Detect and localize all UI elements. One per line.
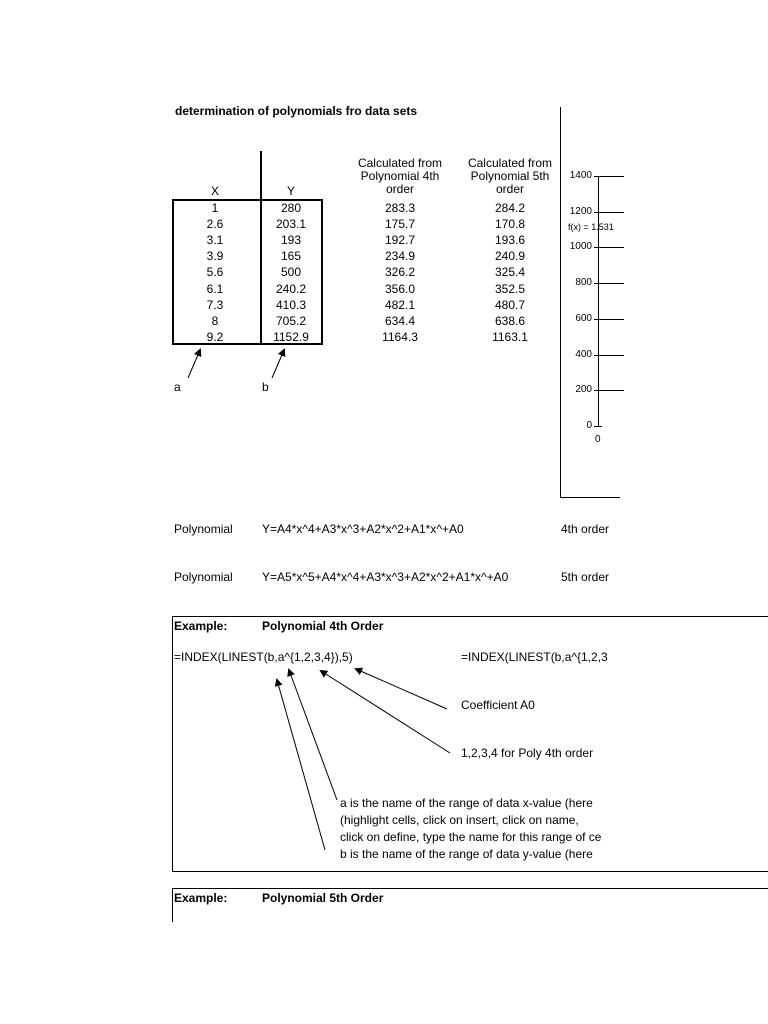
header-poly5-line3: order (495, 182, 524, 196)
table-cell-p5: 240.9 (494, 249, 526, 264)
x-tick-label: 0 (595, 434, 601, 445)
table-cell-x: 3.9 (206, 249, 224, 264)
header-x: X (210, 184, 219, 198)
header-poly4-line2: Polynomial 4th (360, 169, 440, 183)
table-cell-p4: 356.0 (384, 281, 416, 296)
y-tick-mark (594, 426, 602, 427)
y-tick-label: 1200 (569, 205, 592, 217)
table-cell-p5: 325.4 (494, 265, 526, 280)
example5-left-border (172, 888, 173, 922)
note-coefficient: Coefficient A0 (461, 698, 535, 712)
polynomial-order: 5th order (561, 570, 610, 584)
note-order: 1,2,3,4 for Poly 4th order (461, 746, 594, 760)
header-poly5-line2: Polynomial 5th (470, 169, 550, 183)
table-cell-p4: 192.7 (384, 233, 416, 248)
table-cell-p4: 283.3 (384, 201, 416, 215)
y-tick-mark (594, 247, 624, 248)
polynomial-formula: Y=A5*x^5+A4*x^4+A3*x^3+A2*x^2+A1*x^+A0 (262, 570, 509, 584)
header-poly5-line1: Calculated from (467, 156, 553, 170)
box-bottom-border (172, 871, 768, 872)
y-tick-label: 400 (575, 348, 592, 360)
table-cell-x: 3.1 (206, 233, 224, 248)
table-cell-x: 2.6 (206, 217, 224, 232)
table-cell-p4: 634.4 (384, 313, 416, 328)
table-cell-y: 410.3 (275, 297, 307, 312)
chart-area (560, 107, 768, 499)
y-tick-label: 1000 (569, 241, 592, 253)
example5-label: Example: (174, 891, 228, 905)
table-cell-y: 280 (280, 201, 302, 215)
table-cell-p4: 1164.3 (382, 329, 418, 344)
table-cell-p5: 480.7 (494, 297, 526, 312)
y-tick-mark (594, 355, 624, 356)
box-left-border (172, 616, 173, 872)
table-cell-y: 193 (280, 233, 302, 248)
table-cell-p5: 284.2 (494, 201, 526, 215)
table-cell-x: 1 (211, 201, 219, 215)
table-cell-p5: 193.6 (494, 233, 526, 248)
example5-top-border (172, 888, 768, 889)
chart-border-left (560, 107, 561, 498)
arrow-to-a (289, 670, 337, 800)
y-tick-label: 200 (575, 384, 592, 396)
polynomial-order: 4th order (561, 522, 610, 536)
table-cell-p5: 170.8 (494, 217, 526, 232)
polynomial-formula: Y=A4*x^4+A3*x^3+A2*x^2+A1*x^+A0 (262, 522, 464, 536)
table-cell-p4: 234.9 (384, 249, 416, 264)
arrow-to-order (321, 671, 450, 753)
note-line: click on define, type the name for this range of ce (340, 830, 602, 844)
table-cell-x: 6.1 (206, 281, 224, 296)
y-tick-mark (594, 390, 624, 391)
table-cell-x: 9.2 (206, 329, 224, 344)
y-tick-label: 1400 (569, 170, 592, 181)
table-cell-y: 165 (280, 249, 302, 264)
header-poly4-line3: order (385, 182, 414, 196)
table-right-border (321, 199, 323, 345)
y-tick-mark (594, 212, 624, 213)
arrow-to-y-column (272, 350, 284, 378)
y-tick-label: 800 (575, 277, 592, 289)
table-cell-p5: 1163.1 (492, 329, 528, 344)
label-b: b (262, 380, 269, 394)
y-tick-mark (594, 283, 624, 284)
table-cell-p4: 482.1 (384, 297, 416, 312)
table-cell-x: 7.3 (206, 297, 224, 312)
polynomial-label: Polynomial (174, 570, 233, 584)
y-tick-label: 0 (586, 420, 592, 431)
table-cell-p4: 175.7 (384, 217, 416, 232)
table-cell-y: 240.2 (275, 281, 307, 296)
box-top-border (172, 616, 768, 617)
table-cell-x: 8 (211, 313, 219, 328)
trendline-equation: f(x) = 1.531 (568, 222, 614, 232)
table-left-border (172, 199, 174, 345)
polynomial-label: Polynomial (174, 522, 233, 536)
page-title: determination of polynomials fro data sets (175, 104, 418, 118)
example4-formula-right: =INDEX(LINEST(b,a^{1,2,3 (461, 650, 608, 664)
label-a: a (174, 380, 181, 394)
chart-border-bottom (560, 497, 620, 498)
header-y: Y (286, 184, 295, 198)
example5-heading: Polynomial 5th Order (262, 891, 384, 905)
y-tick-label: 600 (575, 312, 592, 324)
column-divider (260, 151, 262, 344)
table-cell-y: 1152.9 (273, 329, 309, 344)
table-cell-y: 705.2 (275, 313, 307, 328)
arrows-ab (160, 340, 320, 400)
arrow-to-x-column (188, 350, 200, 378)
note-line: a is the name of the range of data x-value (here (340, 796, 593, 810)
formula-arrows (260, 660, 460, 860)
arrow-to-coefficient (356, 669, 447, 709)
note-line: b is the name of the range of data y-value (here (340, 847, 593, 861)
table-cell-y: 203.1 (275, 217, 307, 232)
example4-label: Example: (174, 619, 228, 633)
table-cell-x: 5.6 (206, 265, 224, 280)
table-cell-p5: 638.6 (494, 313, 526, 328)
example4-formula-left: =INDEX(LINEST(b,a^{1,2,3,4}),5) (174, 650, 353, 664)
note-line: (highlight cells, click on insert, click on name, (340, 813, 579, 827)
arrow-to-b (277, 680, 325, 850)
y-tick-mark (594, 319, 624, 320)
table-cell-p4: 326.2 (384, 265, 416, 280)
y-tick-mark (594, 176, 624, 177)
example4-heading: Polynomial 4th Order (262, 619, 384, 633)
table-cell-y: 500 (280, 265, 302, 280)
header-poly4-line1: Calculated from (357, 156, 443, 170)
table-cell-p5: 352.5 (494, 281, 526, 296)
